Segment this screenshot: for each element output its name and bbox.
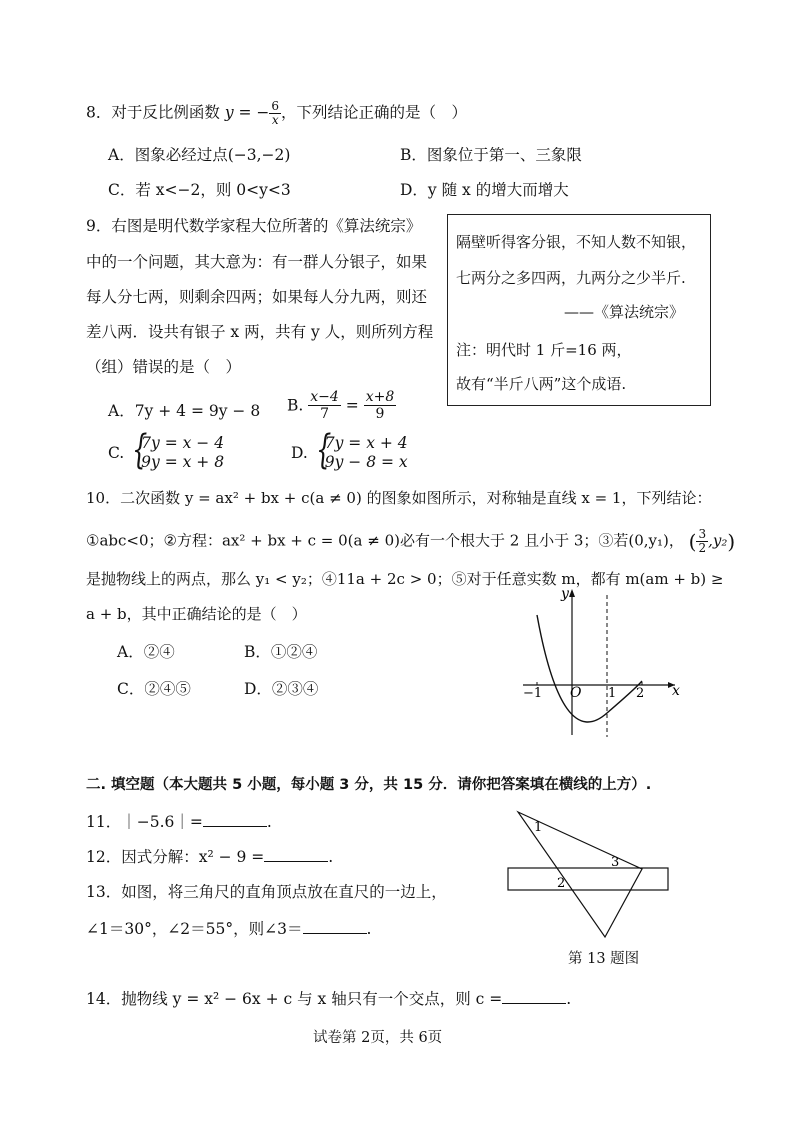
box-line-5: 故有“半斤八两”这个成语. [456, 375, 627, 393]
q9-line-2: 中的一个问题，其大意为：有一群人分银子，如果 [86, 253, 428, 271]
q9-option-c-eq2: 9y = x + 8 [141, 453, 225, 471]
q9-line-3: 每人分七两，则剩余四两；如果每人分九两，则还 [86, 288, 428, 306]
graph-label-two: 2 [636, 686, 645, 701]
q9-option-b-den-left: 7 [320, 406, 329, 422]
q14-prefix: 14．抛物线 y = x² − 6x + c 与 x 轴只有一个交点，则 c = [86, 990, 503, 1008]
q9-line-4: 差八两．设共有银子 x 两，共有 y 人，则所列方程 [86, 323, 434, 341]
q9-option-b-frac-left [308, 389, 341, 422]
q10-line-4: a + b，其中正确结论的是（ ） [86, 605, 307, 623]
angle-2-label: 2 [557, 876, 566, 891]
graph-label-neg1: −1 [523, 686, 543, 701]
q9-option-c-eq1: 7y = x − 4 [141, 434, 225, 452]
q9-line-5: （组）错误的是（ ） [86, 358, 242, 376]
q13-line-2-text: ∠1＝30°，∠2＝55°，则∠3＝ [86, 920, 303, 938]
q9-option-c [108, 434, 224, 472]
q13-figure [505, 805, 680, 940]
q8-fn-lhs: y = − [224, 103, 270, 122]
q12-prefix: 12．因式分解：x² − 9 = [86, 848, 265, 866]
q8-fn-num: 6 [271, 99, 280, 113]
suanfa-quote-box [447, 214, 711, 406]
graph-label-one: 1 [608, 686, 617, 701]
angle-1-label: 1 [534, 820, 543, 835]
q8-option-d: D．y 随 x 的增大而增大 [400, 181, 569, 199]
q10-line-2-y2: ,y₂ [708, 531, 728, 550]
q9-option-b-label: B. [287, 396, 304, 415]
q9-option-b-frac-right [364, 389, 397, 422]
ruler [508, 868, 668, 890]
q14 [86, 987, 571, 1009]
q8-fn-frac [269, 100, 281, 127]
y-axis-arrow [569, 589, 575, 597]
q8-option-b: B．图象位于第一、三象限 [400, 146, 582, 164]
q10-line-3: 是抛物线上的两点，那么 y₁ < y₂；④11a + 2c > 0；⑤对于任意实数 m，都有 m(am + b) ≥ [86, 570, 724, 588]
q9-option-b-den-right: 9 [375, 406, 385, 422]
parabola-graph [515, 585, 695, 745]
q8-stem-prefix: 8．对于反比例函数 [86, 103, 220, 122]
q9-option-c-label: C. [108, 444, 125, 462]
q9-option-d-system [313, 434, 408, 472]
q9-option-d-label: D. [291, 444, 308, 462]
q8-option-a: A．图象必经过点(−3,−2) [108, 146, 291, 164]
box-line-2: 七两分之多四两，九两分之少半斤. [456, 269, 686, 287]
q9-option-b [287, 389, 396, 422]
q10-frac-num: 3 [698, 527, 707, 541]
q10-line-2: ①abc<0；②方程：ax² + bx + c = 0(a ≠ 0)必有一个根大于 2 且小于 3；③若(0,y₁)， ( $\frac{3}{2}$ ,y₂) [86, 527, 736, 555]
q10-option-a: A．②④ [117, 643, 175, 661]
q9-option-b-num-right: x+8 [365, 389, 395, 405]
box-line-4: 注：明代时 1 斤=16 两， [456, 341, 632, 359]
q9-option-d-eq2: 9y − 8 = x [324, 453, 408, 471]
q9-option-d-eq1: 7y = x + 4 [324, 434, 408, 452]
q10-option-c: C．②④⑤ [117, 680, 191, 698]
q11-suffix: . [266, 813, 272, 831]
q13-answer-blank[interactable] [303, 919, 367, 934]
q11-prefix: 11．｜−5.6｜= [86, 813, 203, 831]
q10-option-b: B．①②④ [244, 643, 318, 661]
parabola-curve [537, 615, 645, 722]
q12-suffix: . [328, 848, 334, 866]
q13-line-2 [86, 917, 371, 939]
q9-option-b-num-left: x−4 [310, 389, 339, 405]
q8-stem-suffix: ，下列结论正确的是（ ） [281, 103, 468, 122]
q12-answer-blank[interactable] [264, 847, 328, 862]
angle-3-label: 3 [611, 855, 620, 870]
q11-answer-blank[interactable] [203, 812, 267, 827]
graph-label-origin: O [570, 685, 582, 701]
graph-label-y: y [561, 586, 569, 602]
q8-fn-den: x [271, 113, 279, 127]
q9-line-1: 9．右图是明代数学家程大位所著的《算法统宗》 [86, 217, 422, 235]
q10-line-2-text: ①abc<0；②方程：ax² + bx + c = 0(a ≠ 0)必有一个根大于 2 且小于 3；③若(0,y₁)， [86, 531, 684, 550]
q10-option-d: D．②③④ [244, 680, 319, 698]
page-footer: 试卷第 2页，共 6页 [313, 1030, 443, 1046]
q9-option-b-equals: = [345, 396, 359, 415]
q9-option-a [108, 399, 260, 421]
q12 [86, 845, 333, 867]
q10-line-1: 10．二次函数 y = ax² + bx + c(a ≠ 0) 的图象如图所示，对称轴是直线 x = 1，下列结论： [86, 489, 712, 507]
q9-option-c-system [129, 434, 224, 472]
q10-frac-den: 2 [698, 541, 707, 555]
box-line-3: ——《算法统宗》 [564, 303, 685, 321]
graph-label-x: x [672, 683, 680, 699]
q14-suffix: . [566, 990, 572, 1008]
q11 [86, 810, 272, 832]
q10-frac-three-halves [696, 528, 708, 555]
q13-line-1: 13．如图，将三角尺的直角顶点放在直尺的一边上， [86, 883, 447, 901]
q8-stem [86, 100, 467, 127]
q13-caption: 第 13 题图 [568, 951, 640, 967]
q14-answer-blank[interactable] [502, 989, 566, 1004]
q13-suffix: . [366, 920, 372, 938]
section-heading: 二. 填空题（本大题共 5 小题，每小题 3 分，共 15 分．请你把答案填在横线的上方）. [86, 777, 652, 793]
box-line-1: 隔壁听得客分银，不知人数不知银， [456, 233, 697, 251]
q8-option-c: C．若 x<−2，则 0<y<3 [108, 181, 291, 199]
q9-option-d [291, 434, 408, 472]
q9-option-a-text: A．7y + 4 = 9y − 8 [108, 402, 261, 420]
